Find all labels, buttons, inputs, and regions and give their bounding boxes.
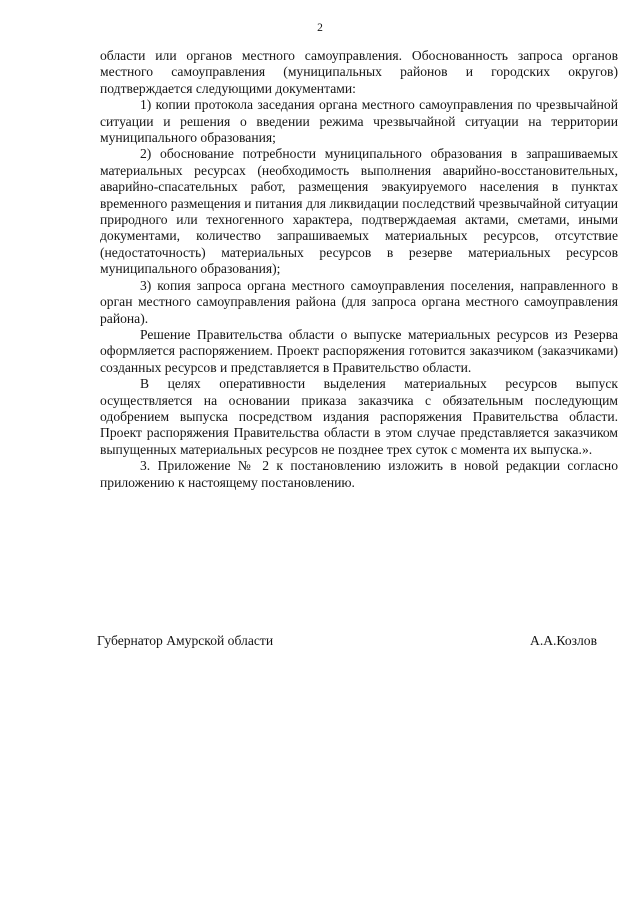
list-item-3: 3) копия запроса органа местного самоуправления поселения, направленного в орган местного самоуправления района (для запроса органа местного самоуправления района). xyxy=(100,277,618,326)
paragraph-decision: Решение Правительства области о выпуске материальных ресурсов из Резерва оформляется распоряжением. Проект распоряжения готовится заказчиком (заказчиками) созданных ресурсов и представляется в Правительство области. xyxy=(100,326,618,375)
signatory-position: Губернатор Амурской области xyxy=(97,633,274,648)
document-body xyxy=(100,48,618,491)
paragraph-appendix-clause: 3. Приложение № 2 к постановлению изложить в новой редакции согласно приложению к настоящему постановлению. xyxy=(100,458,618,490)
paragraph-continuation: области или органов местного самоуправления. Обоснованность запроса органов местного самоуправления (муниципальных районов и городских округов) подтверждается следующими документами: xyxy=(100,48,618,96)
page-number: 2 xyxy=(317,22,323,34)
list-item-2: 2) обоснование потребности муниципального образования в запрашиваемых материальных ресурсах (необходимость выполнения аварийно-восстановительных, аварийно-спасательных работ, размещения эвакуируемого населения в пунктах временного размещения и питания для ликвидации последствий чрезвычайной ситуации природного или техногенного характера, подтверждаемая актами, сметами, иными документами, количество запрашиваемых материальных ресурсов, отсутствие (недостаточность) материальных ресурсов в резерве материальных ресурсов муниципального образования); xyxy=(100,146,618,277)
signatory-name: А.А.Козлов xyxy=(530,633,597,648)
list-item-1: 1) копии протокола заседания органа местного самоуправления по чрезвычайной ситуации и решения о введении режима чрезвычайной ситуации на территории муниципального образования; xyxy=(100,97,618,146)
paragraph-operational-release: В целях оперативности выделения материальных ресурсов выпуск осуществляется на основании приказа заказчика с обязательным последующим одобрением выпуска посредством издания распоряжения Правительства области. Проект распоряжения Правительства области в этом случае представляется заказчиком выпущенных материальных ресурсов не позднее трех суток с момента их выпуска.». xyxy=(100,376,618,457)
